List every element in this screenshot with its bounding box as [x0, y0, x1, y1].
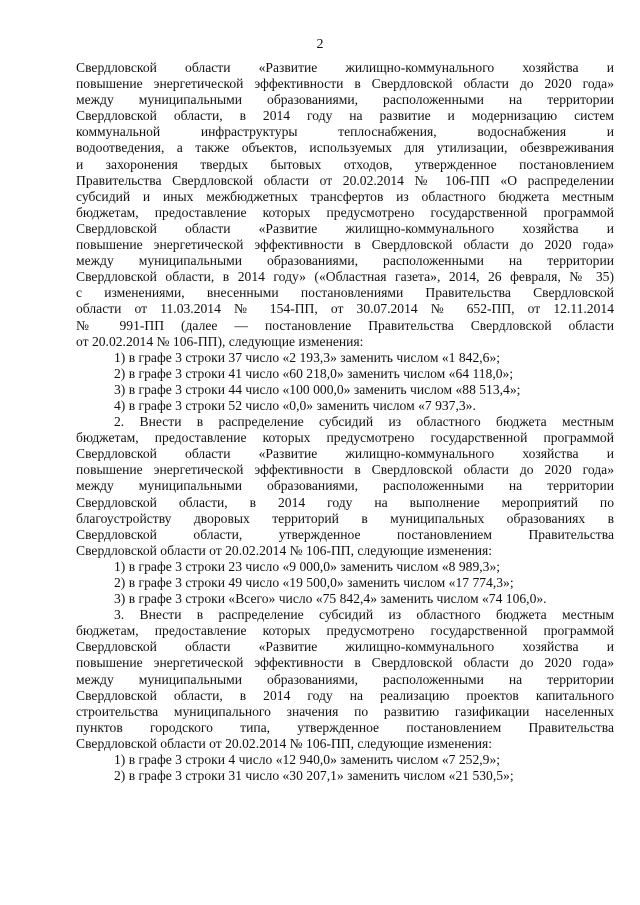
text-line: и захоронения твердых бытовых отходов, утвержденное постановлением [76, 156, 614, 172]
text-line: Свердловской области, утвержденное постановлением Правительства [76, 526, 614, 542]
text-line: Свердловской области от 20.02.2014 № 106-ПП, следующие изменения: [76, 735, 493, 751]
text-line: Свердловской области «Развитие жилищно-коммунального хозяйства и [76, 220, 614, 236]
text-line: от 20.02.2014 № 106-ПП), следующие изменения: [76, 333, 364, 349]
text-line: 3) в графе 3 строки 44 число «100 000,0» заменить числом «88 513,4»; [114, 381, 521, 397]
text-line: пунктов городского типа, утвержденное постановлением Правительства [76, 719, 614, 735]
text-line: 2) в графе 3 строки 49 число «19 500,0» заменить числом «17 774,3»; [114, 575, 514, 590]
page-number: 2 [316, 37, 324, 52]
text-line: бюджетам, предоставление которых предусмотрено государственной программой [76, 430, 614, 446]
text-line: между муниципальными образованиями, расположенными на территории [76, 253, 614, 269]
text-line: Свердловской области «Развитие жилищно-коммунального хозяйства и [76, 639, 614, 655]
text-line: бюджетам, предоставление которых предусмотрено государственной программой [76, 204, 614, 220]
text-line: между муниципальными образованиями, расположенными на территории [76, 671, 614, 687]
text-line: 2) в графе 3 строки 41 число «60 218,0» заменить числом «64 118,0»; [114, 365, 514, 381]
text-line: Свердловской области, в 2014 году на развитие и модернизацию систем [76, 108, 614, 124]
text-line: Свердловской области «Развитие жилищно-коммунального хозяйства и [76, 60, 614, 75]
text-line: повышение энергетической эффективности в Свердловской области до 2020 года» [76, 462, 614, 478]
text-line: 3) в графе 3 строки «Всего» число «75 842,4» заменить числом «74 106,0». [114, 591, 547, 607]
text-line: водоотведения, а также объектов, используемых для утилизации, обезвреживания [76, 140, 614, 156]
text-line: Правительства Свердловской области от 20.02.2014 № 106-ПП «О распределении [76, 172, 614, 188]
text-line: повышение энергетической эффективности в Свердловской области до 2020 года» [76, 237, 614, 253]
text-line: 1) в графе 3 строки 4 число «12 940,0» заменить числом «7 252,9»; [114, 752, 501, 768]
text-line: бюджетам, предоставление которых предусмотрено государственной программой [76, 623, 614, 639]
text-line: 1) в графе 3 строки 23 число «9 000,0» заменить числом «8 989,3»; [114, 558, 501, 574]
text-line: Свердловской области от 20.02.2014 № 106-ПП, следующие изменения: [76, 542, 493, 558]
text-line: между муниципальными образованиями, расположенными на территории [76, 478, 614, 494]
text-line: 4) в графе 3 строки 52 число «0,0» заменить числом «7 937,3». [114, 397, 476, 413]
text-line: 2. Внести в распределение субсидий из областного бюджета местным [114, 414, 614, 430]
text-line: 1) в графе 3 строки 37 число «2 193,3» заменить числом «1 842,6»; [114, 349, 501, 365]
text-line: субсидий и иных межбюджетных трансфертов из областного бюджета местным [76, 188, 614, 204]
text-line: благоустройству дворовых территорий в муниципальных образованиях в [76, 510, 614, 526]
text-line: строительства муниципального значения по развитию газификации населенных [76, 703, 614, 719]
text-line: Свердловской области «Развитие жилищно-коммунального хозяйства и [76, 446, 614, 462]
text-line: 2) в графе 3 строки 31 число «30 207,1» заменить числом «21 530,5»; [114, 768, 514, 784]
text-line: с изменениями, внесенными постановлениями Правительства Свердловской [76, 285, 614, 301]
text-line: повышение энергетической эффективности в Свердловской области до 2020 года» [76, 655, 614, 671]
text-line: 3. Внести в распределение субсидий из областного бюджета местным [114, 607, 614, 623]
text-line: повышение энергетической эффективности в Свердловской области до 2020 года» [76, 76, 614, 92]
text-line: Свердловской области, в 2014 году на реализацию проектов капитального [76, 687, 614, 703]
text-line: Свердловской области, в 2014 году» («Областная газета», 2014, 26 февраля, № 35) [76, 269, 614, 285]
text-line: области от 11.03.2014 № 154-ПП, от 30.07.2014 № 652-ПП, от 12.11.2014 [76, 301, 614, 317]
text-line: коммунальной инфраструктуры теплоснабжения, водоснабжения и [76, 124, 614, 140]
text-line: № 991-ПП (далее — постановление Правительства Свердловской области [76, 317, 614, 333]
text-line: Свердловской области, в 2014 году на выполнение мероприятий по [76, 494, 614, 510]
document-body [76, 60, 614, 784]
text-line: между муниципальными образованиями, расположенными на территории [76, 92, 614, 108]
